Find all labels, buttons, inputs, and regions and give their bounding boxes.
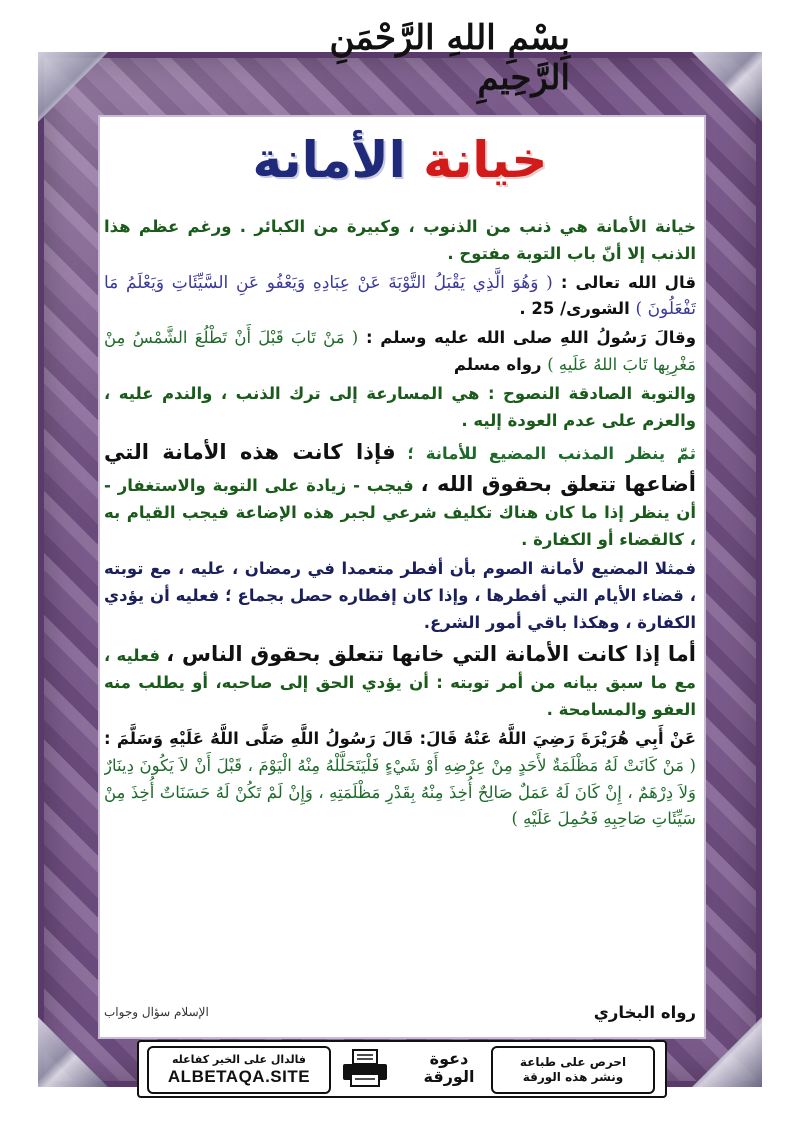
share-reminder-line-1: احرص على طباعة bbox=[519, 1055, 627, 1069]
basmala-calligraphy bbox=[230, 4, 570, 112]
logo-line-2: الورقة bbox=[423, 1067, 475, 1086]
quran-intro: قال الله تعالى : bbox=[560, 272, 696, 292]
share-reminder-line-2: ونشر هذه الورقة bbox=[522, 1070, 624, 1084]
hadith-2-intro: عَنْ أَبِي هُرَيْرَةَ رَضِيَ اللَّهُ عَنْهُ قَالَ: قَالَ رَسُولُ اللَّهِ صَلَّى اللَّهُ عَلَيْهِ وَسَلَّمَ : bbox=[104, 728, 696, 748]
paragraph-quran bbox=[104, 270, 696, 324]
logo-line-1: دعوة bbox=[429, 1049, 469, 1068]
paragraph-fasting-example: فمثلا المضيع لأمانة الصوم بأن أفطر متعمدا في رمضان ، عليه ، مع توبته ، قضاء الأيام التي أفطرها ، وإذا كان إفطاره حصل بجماع ؛ فعليه أن يؤدي الكفارة ، وهكذا باقي أمور الشرع. bbox=[104, 558, 696, 632]
rights-of-people-heading: أما إذا كانت الأمانة التي خانها تتعلق بحقوق الناس ، bbox=[166, 642, 696, 667]
paragraph-rights-of-allah bbox=[104, 436, 696, 554]
page-title bbox=[100, 128, 700, 192]
quran-reference: الشورى/ 25 . bbox=[519, 299, 630, 319]
paragraph-hadith-2 bbox=[104, 726, 696, 833]
quran-verse: ( وَهُوَ الَّذِي يَقْبَلُ التَّوْبَةَ عَنْ عِبَادِهِ وَيَعْفُو عَنِ السَّيِّئَاتِ وَيَعْلَمُ مَا تَفْعَلُونَ ) bbox=[104, 272, 696, 320]
rights-of-allah-lead: ثمّ ينظر المذنب المضيع للأمانة ؛ bbox=[407, 444, 696, 464]
printer-icon bbox=[339, 1048, 391, 1088]
title-word-2: الأمانة bbox=[252, 131, 406, 189]
hadith-2-reference: رواه البخاري bbox=[593, 1002, 696, 1022]
rights-of-allah-heading: فإذا كانت هذه الأمانة التي أضاعها تتعلق بحقوق الله ، bbox=[104, 440, 696, 497]
repentance-term: والتوبة الصادقة النصوح : bbox=[487, 383, 696, 403]
paragraph-hadith-1 bbox=[104, 325, 696, 379]
hadith-1-reference: رواه مسلم bbox=[453, 354, 542, 374]
basmala-text: بِسْمِ اللهِ الرَّحْمَنِ الرَّحِيمِ bbox=[329, 18, 570, 98]
paragraph-intro: خيانة الأمانة هي ذنب من الذنوب ، وكبيرة من الكبائر . ورغم عظم هذا الذنب إلا أنّ باب التوبة مفتوح . bbox=[104, 217, 696, 263]
hadith-2-text: ( مَنْ كَانَتْ لَهُ مَظْلَمَةٌ لأَحَدٍ مِنْ عِرْضِهِ أَوْ شَيْءٍ فَلْيَتَحَلَّلْهُ مِنْهُ الْيَوْمَ ، قَبْلَ أَنْ لاَ يَكُونَ دِينَارٌ وَلاَ دِرْهَمٌ ، إِنْ كَانَ لَهُ عَمَلٌ صَالِحٌ أُخِذَ مِنْهُ بِقَدْرِ مَظْلَمَتِهِ ، وَإِنْ لَمْ تَكُنْ لَهُ حَسَنَاتٌ أُخِذَ مِنْ سَيِّئَاتِ صَاحِبِهِ فَحُمِلَ عَلَيْهِ ) bbox=[104, 755, 696, 829]
dawa-logo bbox=[409, 1046, 489, 1090]
share-reminder-box bbox=[491, 1046, 655, 1094]
paragraph-repentance bbox=[104, 381, 696, 435]
source-credit: الإسلام سؤال وجواب bbox=[104, 1005, 209, 1019]
website-tagline: فالدال على الخير كفاعله bbox=[171, 1053, 307, 1066]
repentance-definition: هي المسارعة إلى ترك الذنب ، والندم عليه ، والعزم على عدم العودة إليه . bbox=[104, 383, 696, 430]
website-url[interactable]: ALBETAQA.SITE bbox=[167, 1067, 311, 1086]
title-word-1: خيانة bbox=[423, 131, 548, 189]
hadith-1-text: ( مَنْ تَابَ قَبْلَ أَنْ تَطْلُعَ الشَّمْسُ مِنْ مَغْرِبِها تَابَ اللهُ عَلَيهِ ) bbox=[104, 328, 696, 374]
citation-line bbox=[104, 995, 696, 1029]
website-box bbox=[147, 1046, 331, 1094]
paragraph-rights-of-people bbox=[104, 638, 696, 724]
article-body bbox=[104, 214, 696, 1019]
footer-bar bbox=[137, 1040, 667, 1098]
hadith-1-intro: وقالَ رَسُولُ اللهِ صلى الله عليه وسلم : bbox=[365, 328, 696, 348]
rights-of-people-text: فعليه ، مع ما سبق بيانه من أمر توبته : أن يؤدي الحق إلى صاحبه، أو يطلب منه العفو والمسامحة . bbox=[104, 646, 696, 720]
rights-of-allah-text: فيجب - زيادة على التوبة والاستغفار - أن ينظر إذا ما كان هناك تكليف شرعي لجبر هذه الإضاعة فيجب القيام به ، كالقضاء أو الكفارة . bbox=[104, 476, 696, 550]
